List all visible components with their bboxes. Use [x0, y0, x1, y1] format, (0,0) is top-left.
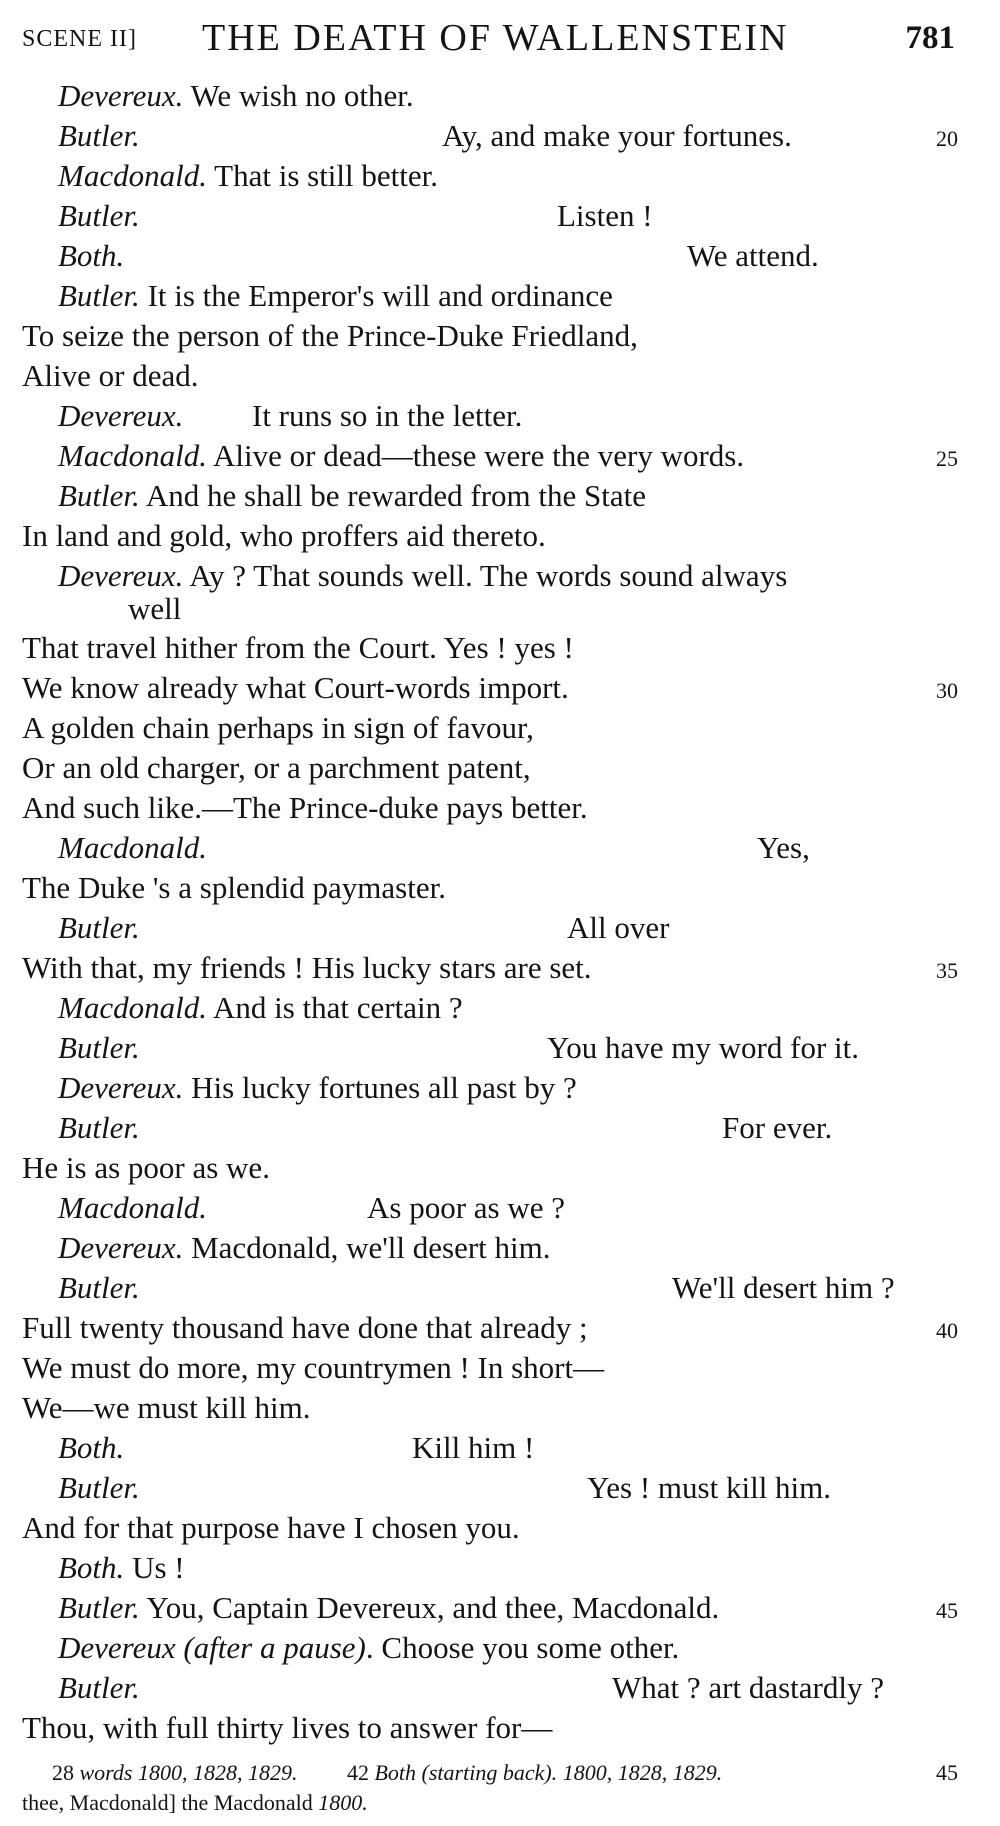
- line-text: Listen !: [557, 198, 653, 233]
- line-text: We—we must kill him.: [22, 1390, 311, 1425]
- line-text: With that, my friends ! His lucky stars are set.: [22, 950, 592, 985]
- footnote-ref: 28: [52, 1760, 74, 1785]
- verse-line: [22, 708, 958, 748]
- verse-line: [22, 436, 958, 476]
- speaker-name: Butler.: [58, 1590, 140, 1625]
- verse-line: [22, 1388, 958, 1428]
- verse-line: [22, 196, 958, 236]
- footnote-line: [22, 1788, 958, 1818]
- page-number: 781: [905, 20, 955, 56]
- speaker-name: Devereux.: [58, 398, 184, 433]
- footnote-ref: 42: [346, 1760, 369, 1785]
- footnote-word: words: [79, 1760, 133, 1785]
- verse-line-continuation: [22, 591, 958, 628]
- line-text: . Choose you some other.: [365, 1630, 680, 1665]
- line-text: Full twenty thousand have done that already ;: [22, 1310, 588, 1345]
- footnote-ref: 45: [936, 1760, 958, 1785]
- line-text: His lucky fortunes all past by ?: [183, 1070, 577, 1105]
- line-text: You, Captain Devereux, and thee, Macdonald.: [139, 1590, 720, 1625]
- verse-line: [22, 788, 958, 828]
- line-text: We attend.: [687, 238, 819, 273]
- line-text: We wish no other.: [183, 78, 414, 113]
- verse-line: [22, 1308, 958, 1348]
- line-number: 25: [936, 446, 958, 471]
- footnote-years: 1800, 1828, 1829.: [137, 1760, 298, 1785]
- line-text: We must do more, my countrymen ! In short—: [22, 1350, 605, 1385]
- speaker-name: Macdonald.: [58, 830, 207, 865]
- line-number: 20: [936, 126, 958, 151]
- textual-footnotes: [22, 1758, 958, 1818]
- footnote-years: 1800, 1828, 1829.: [562, 1760, 723, 1785]
- line-number: 35: [936, 958, 958, 983]
- verse-line: [22, 276, 958, 316]
- speaker-name: Devereux.: [58, 1230, 184, 1265]
- line-text: It is the Emperor's will and ordinance: [139, 278, 613, 313]
- line-text: We'll desert him ?: [672, 1270, 895, 1305]
- speaker-name: Both.: [58, 1550, 125, 1585]
- verse-line: [22, 76, 958, 116]
- verse-line: [22, 1148, 958, 1188]
- verse-line: [22, 828, 958, 868]
- line-text: He is as poor as we.: [22, 1150, 270, 1185]
- verse-line: [22, 316, 958, 356]
- line-text: Ay, and make your fortunes.: [442, 118, 792, 153]
- line-text: The Duke 's a splendid paymaster.: [22, 870, 446, 905]
- line-text: It runs so in the letter.: [252, 398, 523, 433]
- footnote-text: thee, Macdonald] the Macdonald: [22, 1790, 313, 1815]
- verse-line: [22, 1628, 958, 1668]
- verse-line: [22, 1588, 958, 1628]
- verse-line: [22, 1028, 958, 1068]
- speaker-name: Devereux.: [58, 78, 184, 113]
- verse-line: [22, 556, 958, 594]
- running-title: THE DEATH OF WALLENSTEIN: [202, 17, 789, 59]
- speaker-name: Both.: [58, 1430, 125, 1465]
- line-text: well: [128, 591, 182, 626]
- line-text: All over: [567, 910, 670, 945]
- speaker-name: Butler.: [58, 278, 140, 313]
- verse-text: [22, 76, 958, 1748]
- line-text: And for that purpose have I chosen you.: [22, 1510, 520, 1545]
- verse-line: [22, 356, 958, 396]
- line-text: Yes ! must kill him.: [587, 1470, 832, 1505]
- verse-line: [22, 1188, 958, 1228]
- line-text: And he shall be rewarded from the State: [139, 478, 646, 513]
- speaker-name: Devereux: [58, 1630, 176, 1665]
- line-text: Alive or dead.: [22, 358, 199, 393]
- line-text: Or an old charger, or a parchment patent,: [22, 750, 531, 785]
- verse-line: [22, 948, 958, 988]
- line-text: In land and gold, who proffers aid thereto.: [22, 518, 546, 553]
- verse-line: [22, 1708, 958, 1748]
- line-text: Kill him !: [412, 1430, 535, 1465]
- line-number: 30: [936, 678, 958, 703]
- verse-line: [22, 116, 958, 156]
- speaker-name: Devereux.: [58, 558, 184, 593]
- verse-line: [22, 1508, 958, 1548]
- verse-line: [22, 396, 958, 436]
- line-text: Us !: [124, 1550, 185, 1585]
- speaker-name: Macdonald.: [58, 438, 207, 473]
- line-text: To seize the person of the Prince-Duke Friedland,: [22, 318, 638, 353]
- speaker-name: Macdonald.: [58, 158, 207, 193]
- line-number: 40: [936, 1318, 958, 1343]
- speaker-name: Butler.: [58, 910, 140, 945]
- speaker-name: Butler.: [58, 1270, 140, 1305]
- speaker-name: Butler.: [58, 1030, 140, 1065]
- verse-line: [22, 1228, 958, 1268]
- speaker-name: Devereux.: [58, 1070, 184, 1105]
- line-text: Alive or dead—these were the very words.: [206, 438, 745, 473]
- line-text: You have my word for it.: [547, 1030, 859, 1065]
- verse-line: [22, 1668, 958, 1708]
- line-text: Thou, with full thirty lives to answer for—: [22, 1710, 553, 1745]
- line-text: For ever.: [722, 1110, 833, 1145]
- line-number: 45: [936, 1598, 958, 1623]
- verse-line: [22, 1428, 958, 1468]
- line-text: What ? art dastardly ?: [612, 1670, 884, 1705]
- speaker-name: Butler.: [58, 198, 140, 233]
- verse-line: [22, 1468, 958, 1508]
- running-header: [22, 14, 955, 58]
- line-text: And is that certain ?: [206, 990, 463, 1025]
- verse-line: [22, 1068, 958, 1108]
- speaker-name: Macdonald.: [58, 990, 207, 1025]
- speaker-name: Macdonald.: [58, 1190, 207, 1225]
- stage-direction: (after a pause): [183, 1630, 366, 1665]
- line-text: That travel hither from the Court. Yes ! yes !: [22, 630, 574, 665]
- line-text: That is still better.: [206, 158, 438, 193]
- verse-line: [22, 988, 958, 1028]
- line-text: And such like.—The Prince-duke pays better.: [22, 790, 588, 825]
- line-text: As poor as we ?: [367, 1190, 566, 1225]
- scene-label: SCENE II]: [22, 26, 137, 52]
- line-text: Ay ? That sounds well. The words sound always: [183, 558, 788, 593]
- speaker-name: Butler.: [58, 118, 140, 153]
- line-text: Macdonald, we'll desert him.: [183, 1230, 551, 1265]
- verse-line: [22, 628, 958, 668]
- footnote-line: [22, 1758, 958, 1788]
- speaker-name: Butler.: [58, 1470, 140, 1505]
- line-text: Yes,: [757, 830, 810, 865]
- verse-line: [22, 748, 958, 788]
- verse-line: [22, 668, 958, 708]
- speaker-name: Both.: [58, 238, 125, 273]
- speaker-name: Butler.: [58, 478, 140, 513]
- verse-line: [22, 1268, 958, 1308]
- speaker-name: Butler.: [58, 1670, 140, 1705]
- line-text: We know already what Court-words import.: [22, 670, 569, 705]
- verse-line: [22, 1548, 958, 1588]
- verse-line: [22, 868, 958, 908]
- verse-line: [22, 476, 958, 516]
- footnote-word: Both (starting back).: [374, 1760, 558, 1785]
- footnote-years: 1800.: [318, 1790, 368, 1815]
- verse-line: [22, 156, 958, 196]
- verse-line: [22, 908, 958, 948]
- verse-line: [22, 1348, 958, 1388]
- line-text: A golden chain perhaps in sign of favour,: [22, 710, 534, 745]
- speaker-name: Butler.: [58, 1110, 140, 1145]
- verse-line: [22, 236, 958, 276]
- verse-line: [22, 516, 958, 556]
- verse-line: [22, 1108, 958, 1148]
